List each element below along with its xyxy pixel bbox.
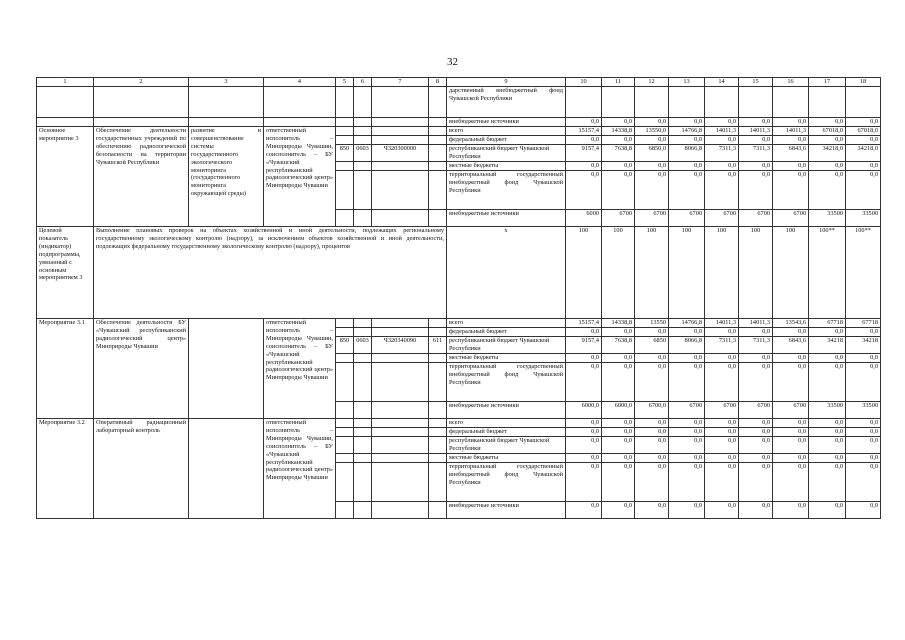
value-cell: 0,0 [635, 136, 669, 145]
activity-title: Обеспечение деятельности государственных учреждений по обеспечению радиологической безопасности на территории Чувашской Республики [94, 127, 189, 227]
value-cell: 0,0 [739, 463, 773, 502]
value-cell: 0,0 [705, 118, 739, 127]
table-row [37, 127, 881, 136]
value-cell: 0,0 [809, 171, 846, 210]
value-cell: 0,0 [635, 171, 669, 210]
value-cell: 67018,0 [846, 127, 881, 136]
value-cell: 7311,3 [705, 337, 739, 354]
code-cell: 850 [336, 145, 354, 162]
col-header: 4 [264, 78, 336, 87]
source-label: территориальный государственный внебюджетный фонд Чувашской Республики [447, 363, 566, 402]
value-cell: 0,0 [566, 162, 602, 171]
indicator-value: 100 [566, 227, 602, 319]
source-label: территориальный государственный внебюджетный фонд Чувашской Республики [447, 463, 566, 502]
value-cell: 0,0 [669, 419, 705, 428]
value-cell: 0,0 [602, 354, 635, 363]
col-header: 1 [37, 78, 94, 87]
value-cell: 0,0 [566, 136, 602, 145]
value-cell: 0,0 [846, 428, 881, 437]
value-cell: 0,0 [669, 354, 705, 363]
value-cell: 0,0 [773, 419, 809, 428]
value-cell: 9157,4 [566, 337, 602, 354]
code-cell: 611 [429, 337, 447, 354]
col-header: 3 [189, 78, 264, 87]
value-cell: 0,0 [602, 171, 635, 210]
value-cell: 0,0 [602, 363, 635, 402]
value-cell: 0,0 [739, 354, 773, 363]
value-cell: 7311,3 [705, 145, 739, 162]
source-label: федеральный бюджет [447, 328, 566, 337]
value-cell: 6700 [739, 402, 773, 419]
value-cell: 0,0 [602, 136, 635, 145]
value-cell: 0,0 [635, 502, 669, 519]
value-cell: 7638,8 [602, 145, 635, 162]
value-cell: 0,0 [635, 354, 669, 363]
value-cell: 0,0 [705, 354, 739, 363]
value-cell: 33500 [846, 210, 881, 227]
value-cell: 14011,3 [705, 319, 739, 328]
code-cell: Ч320340090 [372, 337, 429, 354]
value-cell: 0,0 [566, 363, 602, 402]
value-cell: 0,0 [705, 328, 739, 337]
value-cell: 6850,0 [635, 145, 669, 162]
value-cell: 0,0 [635, 437, 669, 454]
activity-title: Обеспечение деятельности БУ «Чувашский республиканский радиологический центр» Минприроды Чувашии [94, 319, 189, 419]
col-header: 17 [809, 78, 846, 87]
col-header: 16 [773, 78, 809, 87]
value-cell: 7311,3 [739, 337, 773, 354]
value-cell: 0,0 [635, 419, 669, 428]
value-cell: 0,0 [566, 437, 602, 454]
value-cell: 0,0 [739, 428, 773, 437]
table-row [37, 319, 881, 328]
value-cell: 0,0 [602, 437, 635, 454]
col-header: 11 [602, 78, 635, 87]
value-cell: 0,0 [566, 502, 602, 519]
table-row [37, 87, 881, 118]
col-header: 10 [566, 78, 602, 87]
value-cell: 0,0 [773, 136, 809, 145]
value-cell: 33500 [809, 402, 846, 419]
code-cell: Ч320300000 [372, 145, 429, 162]
col-header: 13 [669, 78, 705, 87]
value-cell: 8066,8 [669, 337, 705, 354]
value-cell: 0,0 [809, 354, 846, 363]
value-cell: 14766,8 [669, 127, 705, 136]
col-header: 18 [846, 78, 881, 87]
value-cell: 0,0 [669, 328, 705, 337]
value-cell: 0,0 [739, 454, 773, 463]
source-label: внебюджетные источники [447, 402, 566, 419]
value-cell: 0,0 [846, 136, 881, 145]
source-label: дарственный внебюджетный фонд Чувашской Республики [447, 87, 566, 118]
value-cell: 6000,0 [566, 402, 602, 419]
value-cell: 0,0 [705, 454, 739, 463]
value-cell: 0,0 [809, 454, 846, 463]
value-cell: 0,0 [773, 354, 809, 363]
code-cell: 850 [336, 337, 354, 354]
value-cell: 0,0 [773, 118, 809, 127]
value-cell: 0,0 [705, 162, 739, 171]
value-cell: 0,0 [669, 428, 705, 437]
value-cell: 0,0 [809, 363, 846, 402]
indicator-value: 100** [846, 227, 881, 319]
value-cell: 0,0 [635, 454, 669, 463]
source-label: территориальный государственный внебюджетный фонд Чувашской Республики [447, 171, 566, 210]
indicator-value: 100 [739, 227, 773, 319]
value-cell: 0,0 [566, 419, 602, 428]
value-cell: 0,0 [739, 502, 773, 519]
value-cell: 0,0 [846, 437, 881, 454]
value-cell: 0,0 [669, 162, 705, 171]
value-cell: 0,0 [635, 428, 669, 437]
table-row [37, 419, 881, 428]
value-cell: 0,0 [809, 162, 846, 171]
value-cell: 67718 [809, 319, 846, 328]
value-cell: 9157,4 [566, 145, 602, 162]
value-cell: 0,0 [705, 363, 739, 402]
value-cell: 14766,8 [669, 319, 705, 328]
indicator-mark: x [447, 227, 566, 319]
value-cell: 0,0 [705, 171, 739, 210]
value-cell: 13550,0 [635, 127, 669, 136]
value-cell: 0,0 [809, 437, 846, 454]
value-cell: 34218,0 [809, 145, 846, 162]
value-cell: 6700 [773, 210, 809, 227]
value-cell: 0,0 [846, 502, 881, 519]
source-label: местные бюджеты [447, 162, 566, 171]
value-cell: 0,0 [739, 171, 773, 210]
value-cell: 0,0 [773, 428, 809, 437]
value-cell: 0,0 [566, 354, 602, 363]
value-cell: 0,0 [602, 162, 635, 171]
value-cell: 0,0 [846, 162, 881, 171]
value-cell: 0,0 [566, 428, 602, 437]
indicator-value: 100 [669, 227, 705, 319]
value-cell: 67718 [846, 319, 881, 328]
indicator-value: 100** [809, 227, 846, 319]
value-cell: 6700 [705, 402, 739, 419]
value-cell: 0,0 [635, 328, 669, 337]
value-cell: 6843,6 [773, 145, 809, 162]
value-cell: 0,0 [773, 463, 809, 502]
value-cell: 34218 [809, 337, 846, 354]
value-cell: 6700 [669, 210, 705, 227]
value-cell: 0,0 [669, 171, 705, 210]
source-label: всего [447, 419, 566, 428]
value-cell: 15157,4 [566, 127, 602, 136]
source-label: республиканский бюджет Чувашской Республики [447, 145, 566, 162]
value-cell: 6700 [773, 402, 809, 419]
page-number: 32 [447, 56, 458, 68]
value-cell: 0,0 [846, 328, 881, 337]
indicator-name: Целевой показатель (индикатор) подпрограммы, увязанный с основным мероприятием 3 [37, 227, 94, 319]
col-header: 9 [447, 78, 566, 87]
col-header: 7 [372, 78, 429, 87]
value-cell: 0,0 [602, 419, 635, 428]
value-cell: 14011,3 [705, 127, 739, 136]
value-cell: 0,0 [669, 463, 705, 502]
source-label: федеральный бюджет [447, 428, 566, 437]
value-cell: 0,0 [566, 463, 602, 502]
value-cell: 0,0 [846, 454, 881, 463]
value-cell: 0,0 [809, 463, 846, 502]
value-cell: 0,0 [809, 328, 846, 337]
value-cell: 0,0 [705, 437, 739, 454]
value-cell: 0,0 [773, 363, 809, 402]
value-cell: 6700 [602, 210, 635, 227]
value-cell: 0,0 [739, 328, 773, 337]
value-cell: 0,0 [705, 502, 739, 519]
value-cell: 14011,3 [773, 127, 809, 136]
value-cell: 0,0 [809, 136, 846, 145]
indicator-text: Выполнение плановых проверок на объектах хозяйственной и иной деятельности, подлежащих региональному государственному экологическому контролю (надзору), за исключением объектов хозяйственной и иной деятельности, подлежащих федеральному государственному экологическому контролю (надзору), процентов [94, 227, 447, 319]
value-cell: 6700,0 [635, 402, 669, 419]
value-cell: 0,0 [602, 328, 635, 337]
value-cell: 0,0 [669, 502, 705, 519]
value-cell: 0,0 [669, 136, 705, 145]
value-cell: 0,0 [809, 419, 846, 428]
value-cell: 0,0 [773, 502, 809, 519]
source-label: всего [447, 319, 566, 328]
value-cell: 0,0 [602, 502, 635, 519]
value-cell: 0,0 [773, 162, 809, 171]
value-cell: 0,0 [773, 171, 809, 210]
budget-table [36, 77, 881, 519]
source-label: внебюджетные источники [447, 210, 566, 227]
value-cell: 33500 [809, 210, 846, 227]
value-cell: 0,0 [739, 437, 773, 454]
value-cell: 0,0 [566, 454, 602, 463]
indicator-value: 100 [602, 227, 635, 319]
value-cell: 6700 [669, 402, 705, 419]
value-cell: 0,0 [635, 162, 669, 171]
activity-executor: ответственный исполнитель – Минприроды Чувашии, соисполнитель – БУ «Чувашский республиканский радиологический центр» Минприроды Чувашии [264, 127, 336, 227]
value-cell: 0,0 [739, 136, 773, 145]
value-cell: 34218,0 [846, 145, 881, 162]
code-cell: 0603 [354, 145, 372, 162]
activity-name: Мероприятие 3.1 [37, 319, 94, 419]
value-cell: 0,0 [809, 502, 846, 519]
column-number-row [37, 78, 881, 87]
activity-executor: ответственный исполнитель – Минприроды Чувашии, соисполнитель – БУ «Чувашский республиканский радиологический центр» Минприроды Чувашии [264, 419, 336, 519]
value-cell: 0,0 [773, 437, 809, 454]
value-cell: 0,0 [846, 419, 881, 428]
value-cell: 0,0 [669, 363, 705, 402]
value-cell: 6700 [635, 210, 669, 227]
value-cell: 67018,0 [809, 127, 846, 136]
source-label: местные бюджеты [447, 354, 566, 363]
value-cell: 0,0 [846, 363, 881, 402]
col-header: 2 [94, 78, 189, 87]
value-cell: 7311,3 [739, 145, 773, 162]
value-cell: 0,0 [739, 162, 773, 171]
indicator-row [37, 227, 881, 319]
activity-title: Оперативный радиационный лабораторный контроль [94, 419, 189, 519]
value-cell: 0,0 [566, 328, 602, 337]
activity-name: Основное мероприятие 3 [37, 127, 94, 227]
col-header: 15 [739, 78, 773, 87]
value-cell: 0,0 [705, 428, 739, 437]
value-cell: 0,0 [566, 171, 602, 210]
value-cell: 0,0 [846, 118, 881, 127]
value-cell: 34218 [846, 337, 881, 354]
activity-goal: развитие и совершенствование системы государственного экологического мониторинга (государственного мониторинга окружающей среды) [189, 127, 264, 227]
value-cell: 0,0 [566, 118, 602, 127]
col-header: 14 [705, 78, 739, 87]
value-cell: 13550 [635, 319, 669, 328]
source-label: внебюджетные источники [447, 502, 566, 519]
source-label: республиканский бюджет Чувашской Республики [447, 337, 566, 354]
value-cell: 33500 [846, 402, 881, 419]
indicator-value: 100 [773, 227, 809, 319]
value-cell: 6843,6 [773, 337, 809, 354]
source-label: местные бюджеты [447, 454, 566, 463]
value-cell: 0,0 [602, 454, 635, 463]
value-cell: 0,0 [846, 463, 881, 502]
col-header: 8 [429, 78, 447, 87]
value-cell: 0,0 [669, 437, 705, 454]
value-cell: 0,0 [773, 454, 809, 463]
value-cell: 0,0 [705, 419, 739, 428]
value-cell: 6000,0 [602, 402, 635, 419]
value-cell: 15157,4 [566, 319, 602, 328]
source-label: республиканский бюджет Чувашской Республики [447, 437, 566, 454]
value-cell: 0,0 [635, 463, 669, 502]
col-header: 6 [354, 78, 372, 87]
source-label: внебюджетные источники [447, 118, 566, 127]
activity-name: Мероприятие 3.2 [37, 419, 94, 519]
value-cell: 14011,3 [739, 319, 773, 328]
indicator-value: 100 [705, 227, 739, 319]
value-cell: 0,0 [669, 118, 705, 127]
col-header: 5 [336, 78, 354, 87]
value-cell: 14338,8 [602, 127, 635, 136]
code-cell: 0603 [354, 337, 372, 354]
source-label: федеральный бюджет [447, 136, 566, 145]
value-cell: 0,0 [846, 354, 881, 363]
value-cell: 0,0 [669, 454, 705, 463]
value-cell: 0,0 [739, 363, 773, 402]
value-cell: 6700 [705, 210, 739, 227]
value-cell: 0,0 [739, 419, 773, 428]
activity-executor: ответственный исполнитель – Минприроды Чувашии, соисполнитель – БУ «Чувашский республиканский радиологический центр» Минприроды Чувашии [264, 319, 336, 419]
col-header: 12 [635, 78, 669, 87]
value-cell: 0,0 [635, 363, 669, 402]
value-cell: 0,0 [635, 118, 669, 127]
value-cell: 8066,8 [669, 145, 705, 162]
value-cell: 0,0 [773, 328, 809, 337]
value-cell: 7638,8 [602, 337, 635, 354]
value-cell: 0,0 [809, 428, 846, 437]
table-row [37, 118, 881, 127]
value-cell: 0,0 [846, 171, 881, 210]
value-cell: 14011,3 [739, 127, 773, 136]
value-cell: 13543,6 [773, 319, 809, 328]
value-cell: 14338,8 [602, 319, 635, 328]
value-cell: 0,0 [602, 118, 635, 127]
value-cell: 0,0 [602, 428, 635, 437]
value-cell: 6700 [739, 210, 773, 227]
value-cell: 0,0 [739, 118, 773, 127]
source-label: всего [447, 127, 566, 136]
value-cell: 6850 [635, 337, 669, 354]
value-cell: 0,0 [602, 463, 635, 502]
value-cell: 0,0 [809, 118, 846, 127]
value-cell: 6000 [566, 210, 602, 227]
value-cell: 0,0 [705, 136, 739, 145]
indicator-value: 100 [635, 227, 669, 319]
value-cell: 0,0 [705, 463, 739, 502]
